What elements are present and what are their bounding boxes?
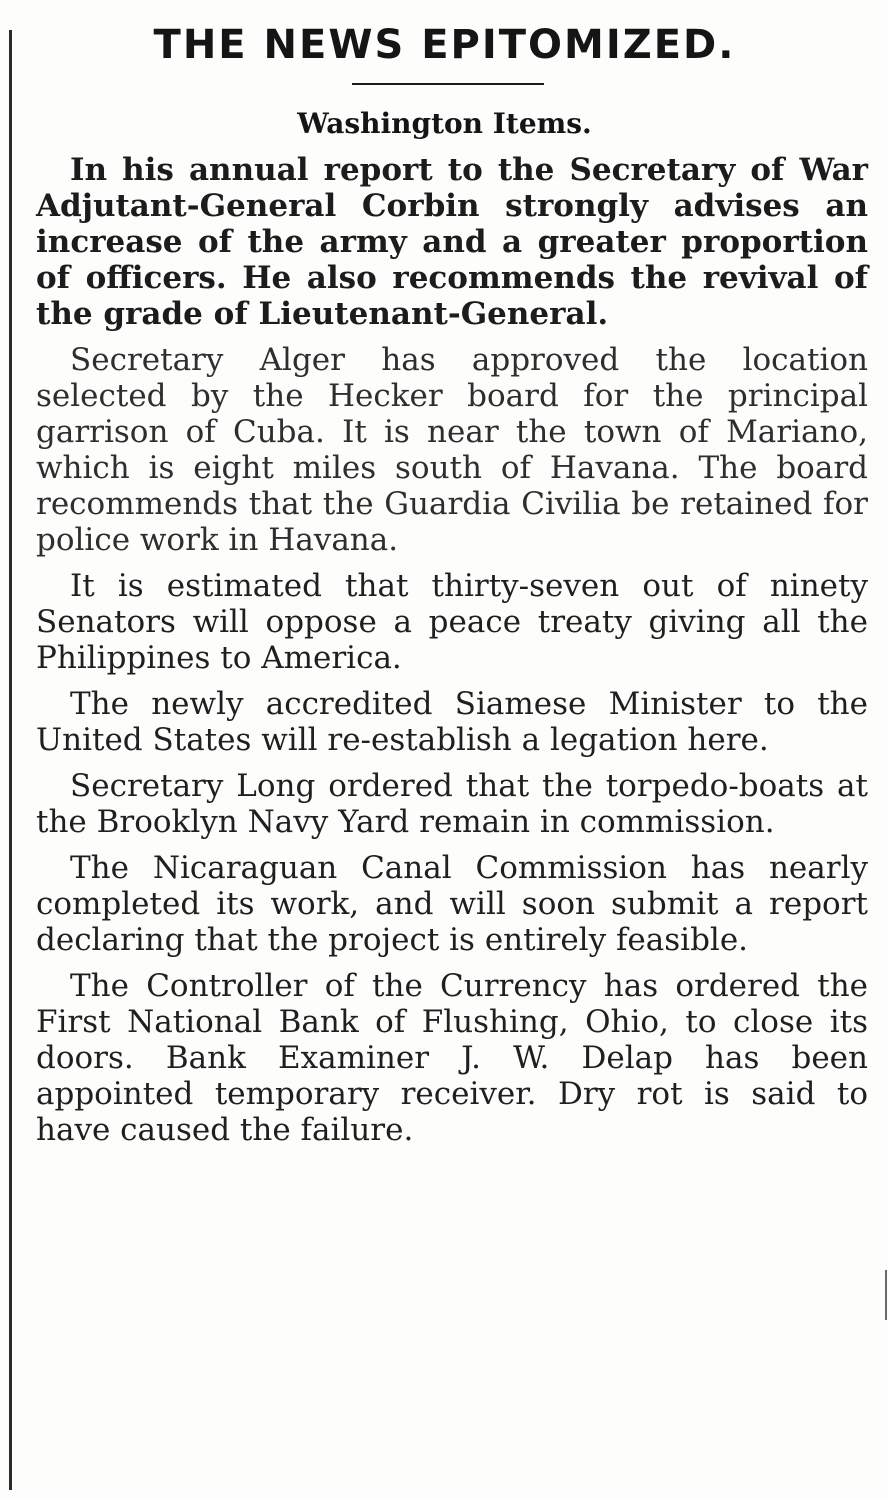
section-title: Washington Items. [297,107,592,140]
paragraph: In his annual report to the Secretary of War Adjutant-General Corbin strongly advises an increase of the army and a greater proportion of officers. He also recommends the revival of the grade of Lieutenant-General. [36,152,868,332]
paragraph: The Nicaraguan Canal Commission has nearly completed its work, and will soon submit a report declaring that the project is entirely feasible. [36,850,868,958]
column-rule-left [9,30,12,1490]
article-body [36,152,868,1158]
paragraph: It is estimated that thirty-seven out of ninety Senators will oppose a peace treaty giving all the Philippines to America. [36,568,868,676]
paragraph: Secretary Long ordered that the torpedo-boats at the Brooklyn Navy Yard remain in commission. [36,768,868,840]
paragraph: Secretary Alger has approved the location selected by the Hecker board for the principal garrison of Cuba. It is near the town of Mariano, which is eight miles south of Havana. The board recommends that the Guardia Civilia be retained for police work in Havana. [36,342,868,558]
column-rule-right [885,1270,887,1320]
headline-divider [352,83,544,85]
paragraph: The Controller of the Currency has ordered the First National Bank of Flushing, Ohio, to close its doors. Bank Examiner J. W. Delap has been appointed temporary receiver. Dry rot is said to have caused the failure. [36,968,868,1148]
headline: THE NEWS EPITOMIZED. [153,22,736,68]
paragraph: The newly accredited Siamese Minister to the United States will re-establish a legation here. [36,686,868,758]
